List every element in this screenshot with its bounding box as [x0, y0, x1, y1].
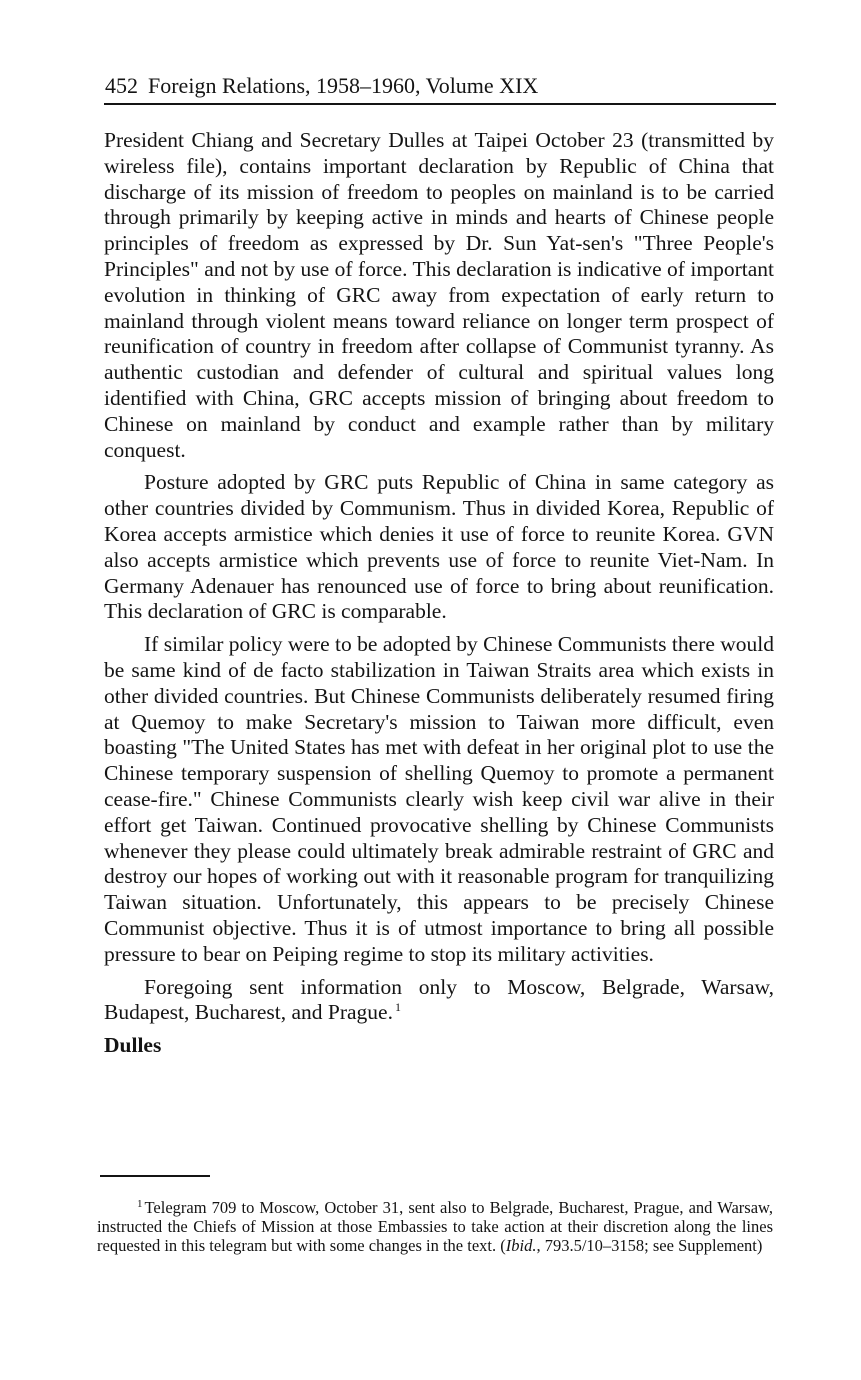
footnote-reference[interactable]: 1	[394, 1000, 401, 1015]
paragraph-3: If similar policy were to be adopted by Chinese Communists there would be same kind of de facto stabilization in Taiwan Straits area which exists in other divided countries. But Chinese Communists deliberately resumed firing at Quemoy to make Secretary's mission to Taiwan more difficult, even boasting "The United States has met with defeat in her original plot to use the Chinese temporary suspension of shelling Quemoy to promote a permanent cease-fire." Chinese Communists clearly wish keep civil war alive in their effort get Taiwan. Continued provocative shelling by Chinese Communists whenever they please could ultimately break admirable restraint of GRC and destroy our hopes of working out with it reasonable program for tranquilizing Taiwan situation. Unfortunately, this appears to be precisely Chinese Communist objective. Thus it is of utmost importance to bring all possible pressure to bear on Peiping regime to stop its military activities.	[104, 632, 774, 966]
footnote-text-end: , 793.5/10–3158; see Supplement)	[536, 1236, 763, 1255]
paragraph-2: Posture adopted by GRC puts Republic of China in same category as other countries divided by Communism. Thus in divided Korea, Republic of Korea accepts armistice which denies it use of force to reunite Korea. GVN also accepts armistice which prevents use of force to reunite Viet-Nam. In Germany Adenauer has renounced use of force to bring about reunification. This declaration of GRC is comparable.	[104, 470, 774, 624]
paragraph-4	[104, 975, 774, 1027]
footnote	[97, 1198, 773, 1255]
footnote-text-main: Telegram 709 to Moscow, October 31, sent also to Belgrade, Bucharest, Prague, and Warsaw, instructed the Chiefs of Mission at those Embassies to take action at their discretion along the lines requested in this telegram but with some changes in the text. (	[97, 1198, 773, 1255]
footnote-rule	[100, 1175, 210, 1177]
header-rule	[104, 103, 776, 105]
document-body	[104, 128, 774, 1066]
volume-title: Foreign Relations, 1958–1960, Volume XIX	[148, 73, 539, 98]
footnote-marker: 1	[137, 1198, 143, 1210]
paragraph-1: President Chiang and Secretary Dulles at Taipei October 23 (transmitted by wireless file), contains important declaration by Republic of China that discharge of its mission of freedom to peoples on mainland is to be carried through primarily by keeping active in minds and hearts of Chinese people principles of freedom as expressed by Dr. Sun Yat-sen's "Three People's Principles" and not by use of force. This declaration is indicative of important evolution in thinking of GRC away from expectation of early return to mainland through violent means toward reliance on longer term prospect of reunification of country in freedom after collapse of Communist tyranny. As authentic custodian and defender of cultural and spiritual values long identified with China, GRC accepts mission of bringing about freedom to Chinese on mainland by conduct and example rather than by military conquest.	[104, 128, 774, 462]
running-head	[105, 72, 775, 100]
signature: Dulles	[104, 1033, 162, 1058]
footnote-text-italic: Ibid.	[505, 1236, 537, 1255]
page-number: 452	[105, 73, 138, 98]
paragraph-4-text: Foregoing sent information only to Moscow, Belgrade, Warsaw, Budapest, Bucharest, and Prague.	[104, 974, 774, 1025]
